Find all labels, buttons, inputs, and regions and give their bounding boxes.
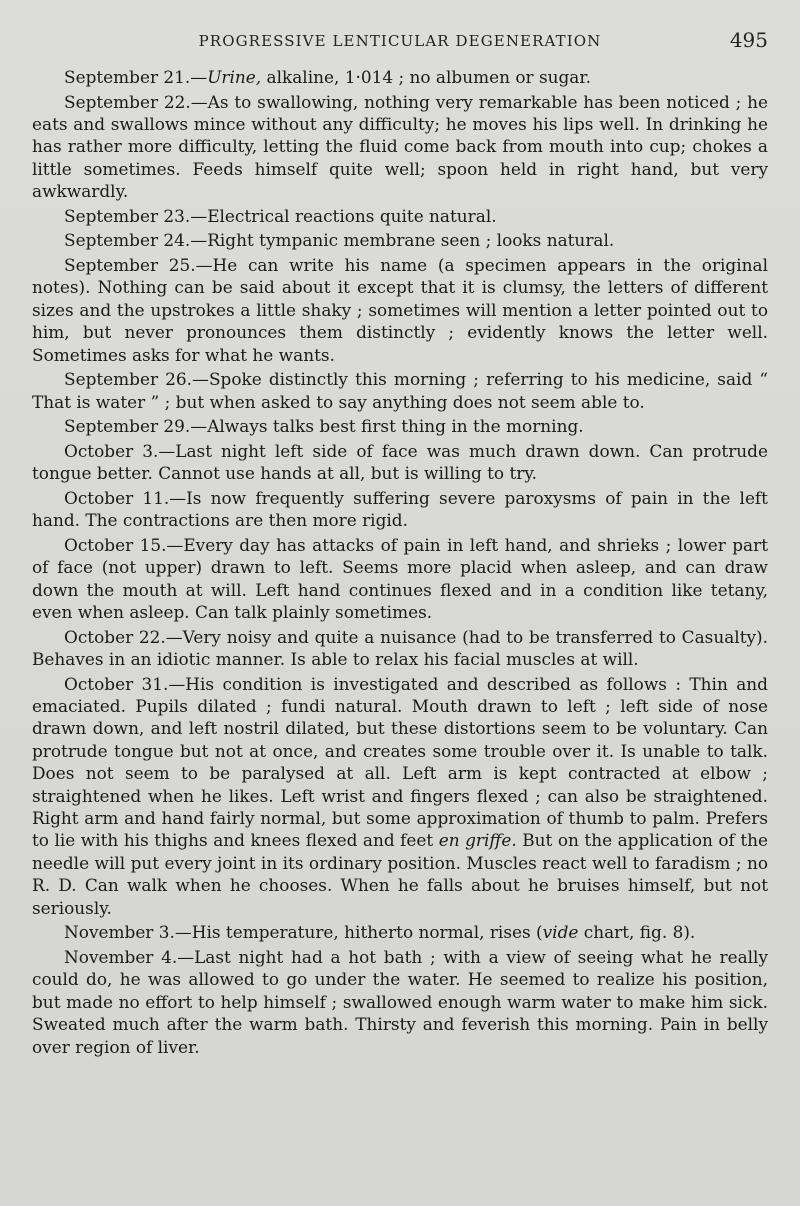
- entry-date: September 23.—: [64, 205, 208, 226]
- entry-date: September 25.—: [64, 255, 213, 275]
- entry-date: November 3.—: [64, 922, 192, 943]
- entry-date: September 26.—: [64, 369, 209, 390]
- entry-date: October 22.—: [64, 626, 183, 647]
- entry-paragraph: [32, 415, 768, 437]
- entry-italic-text: vide: [542, 922, 579, 943]
- entry-paragraph: [32, 440, 768, 485]
- entry-text-after: But on the application of the needle will put every joint in its ordinary position. Muscles react well to faradism ; no R. D. Can walk when he chooses. When he falls about he bruises himself, but not seriously.: [32, 830, 768, 918]
- entry-text: His temperature, hitherto normal, rises (: [191, 922, 543, 943]
- entry-paragraph: [32, 534, 768, 624]
- entry-date: October 3.—: [64, 440, 176, 461]
- page-header: [32, 26, 768, 66]
- entry-text: Spoke distinctly this morning ; referring to his medicine, said “ That is water ” ; but when asked to say anything does not seem able to.: [32, 369, 769, 412]
- entry-text: As to swallowing, nothing very remarkable has been noticed ; he eats and swallows mince without any difficulty; he moves his lips well. In drinking he has rather more difficulty, letting the fluid come back from mouth into cup; chokes a little sometimes. Feeds himself quite well; spoon held in right hand, but very awkwardly.: [32, 91, 768, 202]
- entry-text: Last night had a hot bath ; with a view of seeing what he really could do, he was allowed to go under the water. He seemed to realize his position, but made no effort to help himself ; swallowed enough warm water to make him sick. Sweated much after the warm bath. Thirsty and feverish this morning. Pain in belly over region of liver.: [32, 946, 768, 1057]
- entry-date: September 24.—: [64, 230, 208, 251]
- entry-text: Every day has attacks of pain in left hand, and shrieks ; lower part of face (not upper) drawn to left. Seems more placid when asleep, and can draw down the mouth at will. Left hand continues flexed and in a condition like tetany, even when asleep. Can talk plainly sometimes.: [32, 534, 768, 623]
- entry-paragraph: [32, 626, 768, 671]
- entry-paragraph: [32, 368, 768, 413]
- entry-text: Electrical reactions quite natural.: [207, 205, 497, 226]
- entry-date: September 21.—: [64, 67, 208, 87]
- entry-paragraph: [32, 254, 768, 366]
- entry-paragraph: [32, 487, 768, 532]
- entry-date: October 11.—: [64, 487, 187, 508]
- entry-date: October 31.—: [64, 673, 186, 694]
- entry-italic-text: en griffe.: [438, 830, 517, 851]
- entry-text-after: chart, fig. 8).: [578, 922, 696, 943]
- page-body: [32, 66, 768, 1058]
- entry-italic-text: Urine,: [207, 67, 262, 87]
- page-number: 495: [729, 28, 768, 52]
- entry-date: September 29.—: [64, 416, 208, 437]
- entry-text: alkaline, 1·014 ; no albumen or sugar.: [261, 67, 591, 87]
- entry-text: Last night left side of face was much drawn down. Can protrude tongue better. Cannot use hands at all, but is willing to try.: [32, 440, 768, 484]
- entry-paragraph: [32, 921, 768, 943]
- entry-text: He can write his name (a specimen appears in the original notes). Nothing can be said about it except that it is clumsy, the letters of different sizes and the upstrokes a little shaky ; sometimes will mention a letter pointed out to him, but never pronounces them distinctly ; evidently knows the letter well. Sometimes asks for what he wants.: [32, 255, 768, 365]
- entry-paragraph: [32, 91, 768, 203]
- running-head: PROGRESSIVE LENTICULAR DEGENERATION: [198, 32, 602, 50]
- entry-date: November 4.—: [64, 946, 195, 967]
- entry-paragraph: [32, 205, 768, 227]
- entry-text: Very noisy and quite a nuisance (had to be transferred to Casualty). Behaves in an idiotic manner. Is able to relax his facial muscles at will.: [32, 626, 768, 670]
- entry-paragraph: [32, 66, 768, 88]
- entry-date: October 15.—: [64, 534, 184, 555]
- entry-text: Right tympanic membrane seen ; looks natural.: [207, 230, 615, 251]
- entry-paragraph: [32, 229, 768, 251]
- entry-date: September 22.—: [64, 91, 208, 112]
- entry-text: Always talks best first thing in the morning.: [207, 416, 584, 437]
- entry-paragraph: [32, 946, 768, 1058]
- entry-paragraph: [32, 673, 768, 919]
- entry-text: His condition is investigated and described as follows : Thin and emaciated. Pupils dilated ; fundi natural. Mouth drawn to left ; left side of nose drawn down, and left nostril dilated, but these distortions seem to be voluntary. Can protrude tongue but not at once, and creates some trouble over it. Is unable to talk. Does not seem to be paralysed at all. Left arm is kept contracted at elbow ; straightened when he likes. Left wrist and fingers flexed ; can also be straightened. Right arm and hand fairly normal, but some approximation of thumb to palm. Prefers to lie with his thighs and knees flexed and feet: [32, 673, 768, 851]
- entry-text: Is now frequently suffering severe paroxysms of pain in the left hand. The contractions are then more rigid.: [32, 487, 768, 531]
